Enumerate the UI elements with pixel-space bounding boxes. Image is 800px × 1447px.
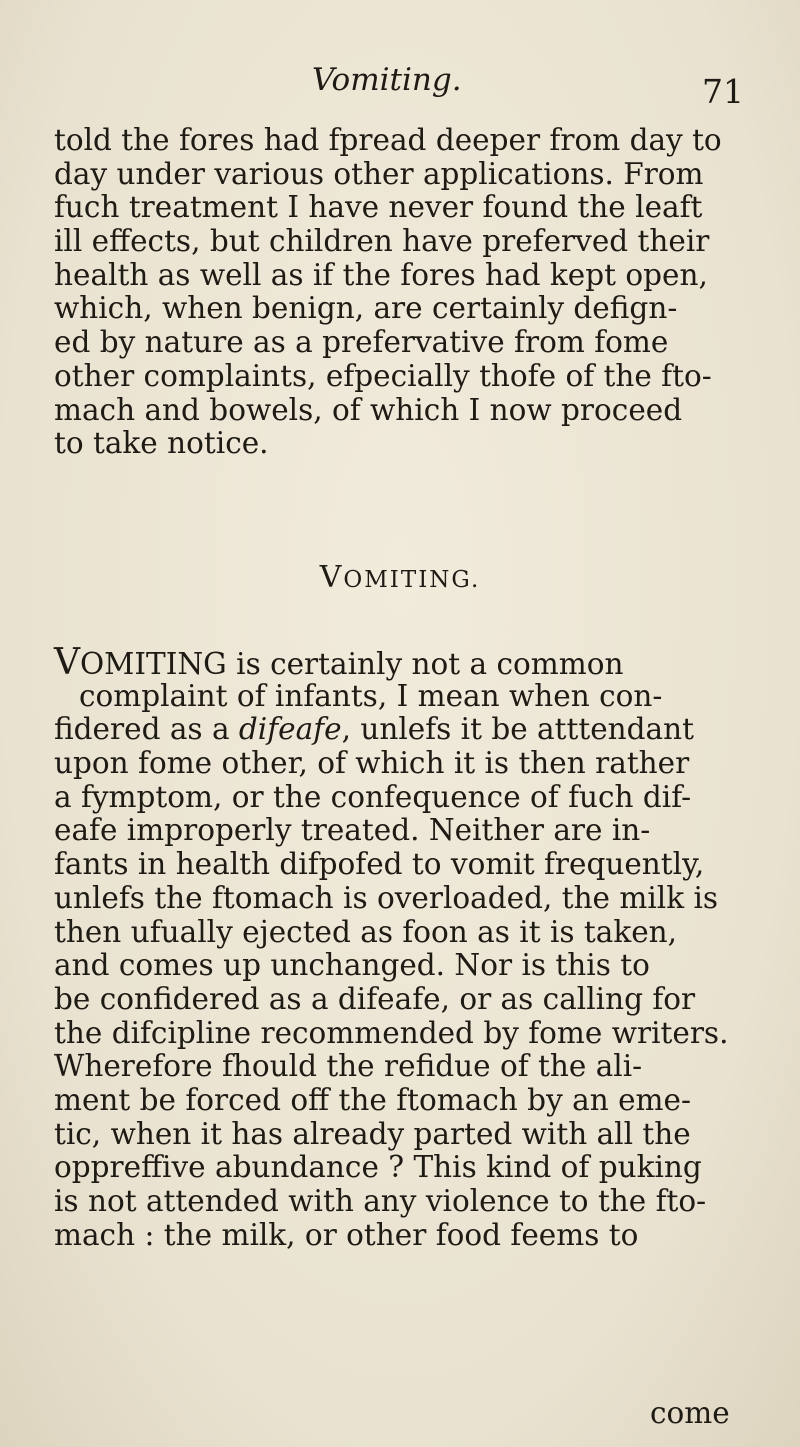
running-title: Vomiting. (312, 62, 462, 98)
drop-cap: V (54, 642, 80, 683)
paragraph-vomiting (54, 642, 744, 1252)
text-line: ill effects, but children have preferved their (54, 224, 710, 259)
text-line: day under various other applications. From (54, 156, 704, 191)
text-line (54, 713, 744, 747)
text-line: ed by nature as a prefervative from fome (54, 325, 669, 360)
section-heading-rest: OMITING. (343, 567, 481, 593)
running-head (0, 62, 800, 112)
text-line: a fymptom, or the confequence of fuch dif- (54, 779, 692, 814)
text-line: complaint of infants, I mean when con- (79, 678, 663, 713)
text-line: health as well as if the fores had kept open, (54, 257, 708, 292)
text-line: upon fome other, of which it is then rather (54, 746, 690, 781)
text-segment: fidered as a (54, 712, 239, 747)
text-line: fuch treatment I have never found the leaft (54, 190, 703, 225)
text-line: mach and bowels, of which I now proceed (54, 392, 683, 427)
text-line: told the fores had fpread deeper from day to (54, 123, 722, 157)
section-heading-initial: V (319, 560, 344, 595)
text-line: eafe improperly treated. Neither are in- (54, 813, 651, 848)
text-line: be confidered as a difeafe, or as calling for (54, 981, 696, 1016)
text-line: Wherefore fhould the refidue of the ali- (54, 1049, 643, 1084)
text-line: then ufually ejected as foon as it is taken, (54, 914, 678, 949)
text-line: to take notice. (54, 426, 269, 461)
text-line: oppreffive abundance ? This kind of puking (54, 1150, 702, 1185)
text-line: other complaints, efpecially thofe of the fto- (54, 358, 712, 393)
catchword: come (650, 1396, 730, 1430)
text-line: and comes up unchanged. Nor is this to (54, 948, 650, 983)
text-line: fants in health difpofed to vomit frequently, (54, 847, 705, 882)
page-number: 71 (702, 72, 744, 111)
section-heading (0, 560, 800, 595)
text-line: unlefs the ftomach is overloaded, the milk is (54, 880, 719, 915)
text-line: which, when benign, are certainly defign- (54, 291, 678, 326)
text-line: the difcipline recommended by fome writers. (54, 1015, 729, 1050)
text-line (54, 642, 744, 683)
first-line-text: OMITING is certainly not a common (80, 647, 624, 681)
text-line: mach : the milk, or other food feems to (54, 1217, 639, 1252)
text-line: ment be forced off the ftomach by an eme- (54, 1082, 691, 1117)
text-line: tic, when it has already parted with all the (54, 1116, 691, 1151)
text-segment: , unlefs it be atttendant (341, 712, 694, 747)
paragraph-continued (54, 124, 744, 461)
text-line: is not attended with any violence to the fto- (54, 1184, 707, 1218)
italic-term: difeafe (238, 712, 342, 747)
